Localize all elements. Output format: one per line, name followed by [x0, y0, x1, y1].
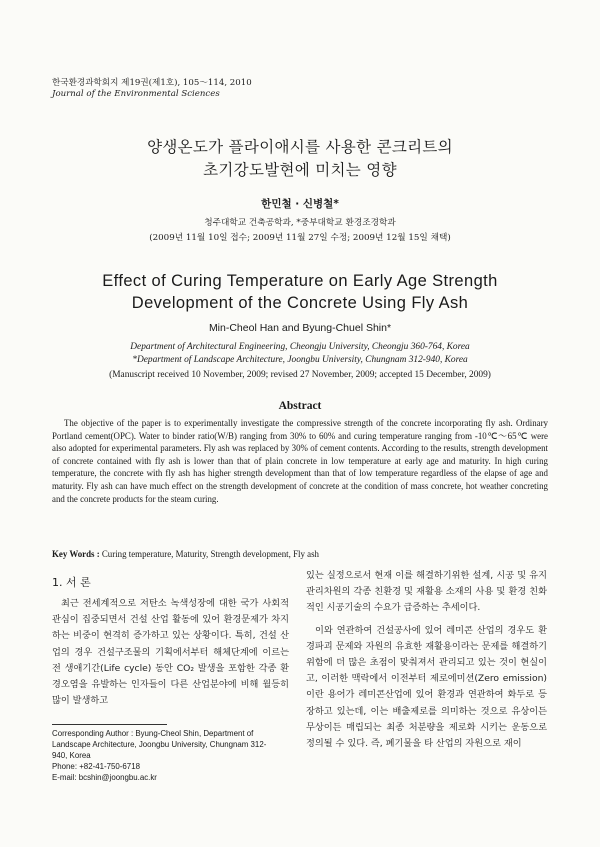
footnote-email: E-mail: bcshin@joongbu.ac.kr	[52, 773, 157, 782]
english-title-line-2: Development of the Concrete Using Fly Ash	[131, 294, 469, 312]
english-affiliation	[0, 341, 600, 367]
korean-title-line-2: 초기강도발현에 미치는 영향	[203, 161, 397, 179]
korean-title	[0, 136, 600, 182]
keywords	[52, 549, 548, 559]
corresponding-author-footnote	[52, 728, 289, 783]
footnote-line-3: 940, Korea	[52, 751, 91, 760]
section-heading-introduction: 1. 서 론	[52, 576, 91, 589]
keywords-label: Key Words :	[52, 549, 100, 559]
footnote-phone: Phone: +82-41-750-6718	[52, 762, 140, 771]
korean-title-line-1: 양생온도가 플라이애시를 사용한 콘크리트의	[147, 138, 453, 156]
english-title-line-1: Effect of Curing Temperature on Early Age Strength	[102, 272, 498, 290]
keywords-text: Curing temperature, Maturity, Strength development, Fly ash	[99, 549, 319, 559]
korean-manuscript-dates: (2009년 11월 10일 접수; 2009년 11월 27일 수정; 2009년 12월 15일 채택)	[149, 233, 451, 243]
english-affiliation-line-1: Department of Architectural Engineering, Cheongju University, Cheongju 360-764, Korea	[130, 342, 470, 352]
journal-name-korean: 한국환경과학회지 제19권(제1호), 105～114, 2010	[52, 78, 252, 88]
journal-name-english: Journal of the Environmental Sciences	[52, 89, 220, 99]
footnote-divider	[52, 724, 167, 725]
journal-header	[52, 78, 252, 100]
english-title	[0, 270, 600, 314]
abstract-heading: Abstract	[278, 400, 322, 412]
abstract-text: The objective of the paper is to experimentally investigate the compressive strength of the concrete incorporating fly ash. Ordinary Portland cement(OPC). Water to binder ratio(W/B) ranging from 30% to 60% and curing temperature ranging from -10℃～65℃ were also adopted for experimental parameters. Fly ash was replaced by 30% of cement contents. According to the results, strength development of concrete contained with fly ash is lower than that of plain concrete in low temperature at early age and maturity. In high curing temperature, the concrete with fly ash has higher strength development than that of low temperature regardless of the elapse of age and maturity. Fly ash can have much effect on the strength development of concrete at the condition of mass concrete, hot weather concreting and the concrete products for the steam curing.	[52, 418, 548, 504]
right-column	[306, 568, 547, 752]
footnote-line-2: Landscape Architecture, Joongbu University, Chungnam 312-	[52, 740, 267, 749]
introduction-paragraph-1: 최근 전세계적으로 저탄소 녹색성장에 대한 국가 사회적 관심이 집중되면서 건설 산업 활동에 있어 환경문제가 차지하는 비중이 현격히 증가하고 있는 상황이다. 특히, 건설 산업의 경우 건설구조물의 기획에서부터 해체단계에 이르는 전 생애기간(Life cycle) 동안 CO₂ 발생을 포함한 각종 환경오염을 유발하는 인자들이 다른 산업분야에 비해 월등히 많이 발생하고	[52, 598, 289, 707]
left-column	[52, 574, 289, 709]
korean-affiliation: 청주대학교 건축공학과, *중부대학교 환경조경학과	[204, 218, 396, 228]
korean-authors: 한민철 · 신병철*	[261, 198, 339, 210]
english-manuscript-dates: (Manuscript received 10 November, 2009; revised 27 November, 2009; accepted 15 December, 2009)	[109, 370, 491, 380]
footnote-line-1: Corresponding Author : Byung-Cheol Shin, Department of	[52, 729, 254, 738]
right-column-paragraph-1: 있는 실정으로서 현재 이를 해결하기위한 설계, 시공 및 유지관리차원의 각종 친환경 및 재활용 소재의 사용 및 환경 친화적인 시공기술의 수요가 급증하는 추세이다.	[306, 570, 547, 614]
english-authors: Min-Cheol Han and Byung-Chuel Shin*	[208, 322, 392, 334]
english-affiliation-line-2: *Department of Landscape Architecture, Joongbu University, Chungnam 312-940, Korea	[132, 355, 468, 366]
right-column-paragraph-2: 이와 연관하여 건설공사에 있어 레미콘 산업의 경우도 환경파괴 문제와 자원의 유효한 재활용이라는 문제를 해결하기 위함에 더 많은 초점이 맞춰져서 관리되고 있는 것이 현실이고, 이러한 맥락에서 이전부터 제로에미션(Zero emission)이란 용어가 레미콘산업에 있어 환경과 연관하여 화두로 등장하고 있는데, 이는 배출제로를 의미하는 것으로 유상이든 무상이든 매립되는 최종 처분량을 제로화 시키는 운동으로 정의될 수 있다. 즉, 폐기물을 타 산업의 자원으로 재이	[306, 624, 547, 750]
abstract-body	[52, 417, 548, 505]
